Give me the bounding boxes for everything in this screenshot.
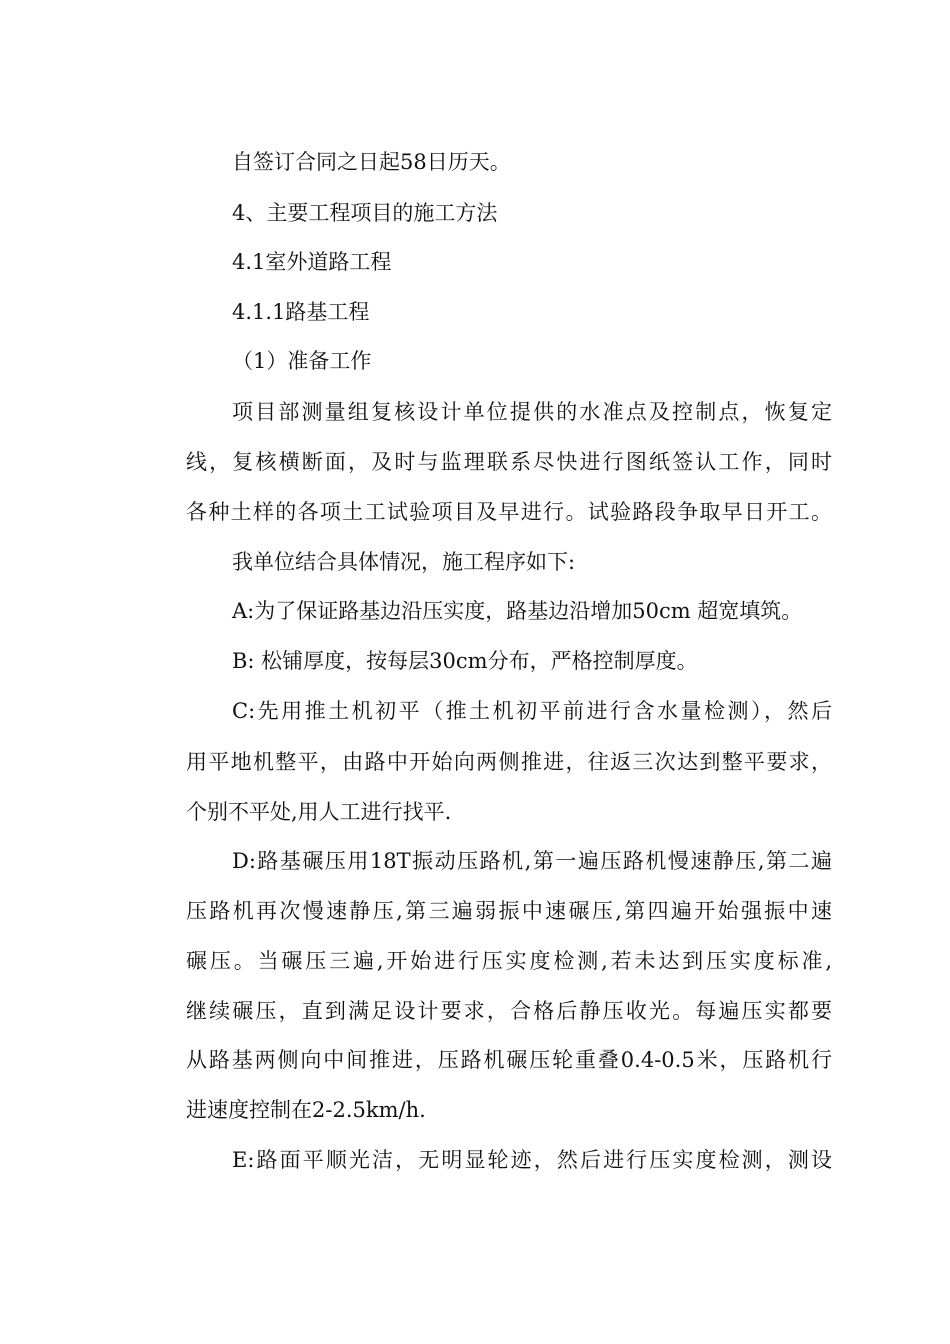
step-d-continued: 压路机再次慢速静压,第三遍弱振中速碾压,第四遍开始强振中速 [186, 899, 832, 923]
heading-outdoor-road: 4.1室外道路工程 [232, 250, 392, 274]
heading-main-methods: 4、主要工程项目的施工方法 [232, 201, 498, 225]
step-e: E:路面平顺光洁，无明显轮迹，然后进行压实度检测，测设 [232, 1148, 832, 1172]
step-c: C:先用推土机初平（推土机初平前进行含水量检测），然后 [232, 699, 832, 723]
step-d-continued: 碾压。当碾压三遍,开始进行压实度检测,若未达到压实度标准, [186, 949, 832, 973]
step-d: D:路基碾压用18T振动压路机,第一遍压路机慢速静压,第二遍 [232, 849, 832, 873]
paragraph-line: 各种土样的各项土工试验项目及早进行。试验路段争取早日开工。 [186, 500, 832, 524]
step-a: A:为了保证路基边沿压实度，路基边沿增加50cm 超宽填筑。 [232, 599, 803, 623]
step-c-continued: 用平地机整平，由路中开始向两侧推进，往返三次达到整平要求， [186, 750, 832, 774]
step-b: B: 松铺厚度，按每层30cm分布，严格控制厚度。 [232, 649, 698, 673]
paragraph-line: 项目部测量组复核设计单位提供的水准点及控制点，恢复定 [232, 400, 832, 424]
step-d-continued: 进速度控制在2-2.5km/h. [186, 1098, 426, 1122]
step-d-continued: 继续碾压，直到满足设计要求，合格后静压收光。每遍压实都要 [186, 999, 832, 1023]
step-d-continued: 从路基两侧向中间推进，压路机碾压轮重叠0.4-0.5米，压路机行 [186, 1048, 832, 1072]
heading-preparation: （1）准备工作 [232, 349, 372, 373]
paragraph-line: 我单位结合具体情况，施工程序如下: [232, 550, 576, 574]
text-line-contract-period: 自签订合同之日起58日历天。 [232, 150, 511, 174]
step-c-continued: 个别不平处,用人工进行找平. [186, 800, 452, 824]
paragraph-line: 线，复核横断面，及时与监理联系尽快进行图纸签认工作，同时 [186, 450, 832, 474]
heading-subgrade: 4.1.1路基工程 [232, 300, 370, 324]
